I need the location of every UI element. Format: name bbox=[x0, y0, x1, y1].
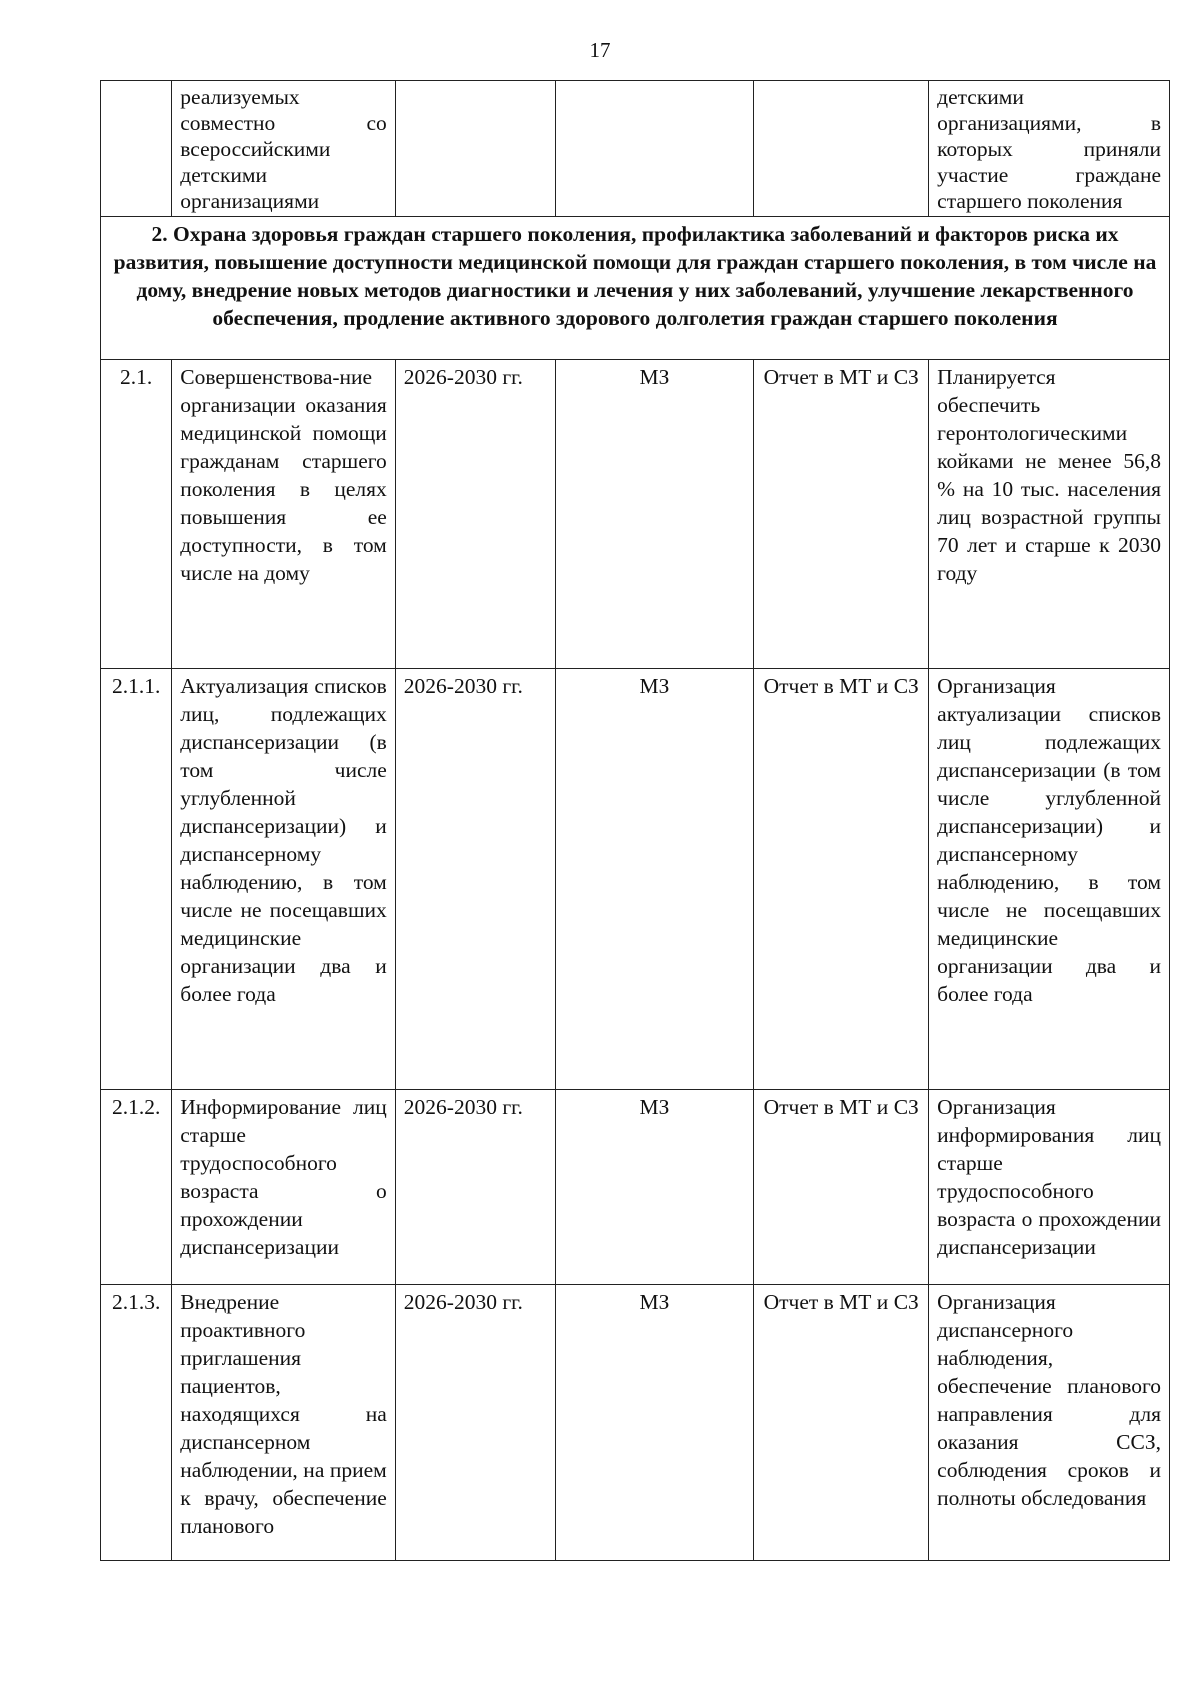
continuation-row bbox=[101, 81, 1170, 217]
result-line: организациями, в bbox=[937, 111, 1161, 135]
cell-result: Организация диспансерного наблюдения, обеспечение планового направления для оказания ССЗ, соблюдения сроков и полноты обследования bbox=[929, 1285, 1170, 1561]
cell-number: 2.1. bbox=[101, 360, 172, 669]
section-header-row bbox=[101, 217, 1170, 360]
cell-activity: Внедрение проактивного приглашения пациентов, находящихся на диспансерном наблюдении, на прием к врачу, обеспечение планового bbox=[172, 1285, 396, 1561]
cell-report: Отчет в МТ и СЗ bbox=[754, 360, 929, 669]
activity-line: детскими bbox=[180, 163, 268, 187]
cell-period: 2026-2030 гг. bbox=[395, 360, 555, 669]
cell-activity: Информирование лиц старше трудоспособного возраста о прохождении диспансеризации bbox=[172, 1090, 396, 1285]
cell-report bbox=[754, 81, 929, 217]
cell-activity: Совершенствова-ние организации оказания медицинской помощи гражданам старшего поколения в целях повышения ее доступности, в том числе на дому bbox=[172, 360, 396, 669]
table-row bbox=[101, 1285, 1170, 1561]
result-line: которых приняли bbox=[937, 137, 1161, 161]
cell-activity: Актуализация списков лиц, подлежащих диспансеризации (в том числе углубленной диспансеризации) и диспансерному наблюдению, в том числе не посещавших медицинские организации два и более года bbox=[172, 669, 396, 1090]
cell-period: 2026-2030 гг. bbox=[395, 1285, 555, 1561]
table-row bbox=[101, 360, 1170, 669]
cell-executor: МЗ bbox=[555, 1285, 754, 1561]
cell-period bbox=[395, 81, 555, 217]
cell-result bbox=[929, 81, 1170, 217]
cell-executor: МЗ bbox=[555, 1090, 754, 1285]
activity-line: всероссийскими bbox=[180, 137, 331, 161]
cell-report: Отчет в МТ и СЗ bbox=[754, 1285, 929, 1561]
cell-result: Организация информирования лиц старше трудоспособного возраста о прохождении диспансеризации bbox=[929, 1090, 1170, 1285]
section-heading: 2. Охрана здоровья граждан старшего поколения, профилактика заболеваний и факторов риска их развития, повышение доступности медицинской помощи для граждан старшего поколения, в том числе на дому, внедрение новых методов диагностики и лечения у них заболеваний, улучшение лекарственного обеспечения, продление активного здорового долголетия граждан старшего поколения bbox=[101, 217, 1170, 360]
cell-number: 2.1.3. bbox=[101, 1285, 172, 1561]
result-line: участие граждане bbox=[937, 163, 1161, 187]
cell-executor bbox=[555, 81, 754, 217]
activity-line: реализуемых bbox=[180, 85, 300, 109]
cell-executor: МЗ bbox=[555, 360, 754, 669]
activity-line: организациями bbox=[180, 189, 320, 213]
cell-number: 2.1.2. bbox=[101, 1090, 172, 1285]
cell-executor: МЗ bbox=[555, 669, 754, 1090]
result-line: старшего поколения bbox=[937, 189, 1123, 213]
cell-result: Организация актуализации списков лиц подлежащих диспансеризации (в том числе углубленной диспансеризации) и диспансерному наблюдению, в том числе не посещавших медицинские организации два и более года bbox=[929, 669, 1170, 1090]
result-line: детскими bbox=[937, 85, 1024, 109]
table-row bbox=[101, 669, 1170, 1090]
cell-number bbox=[101, 81, 172, 217]
cell-period: 2026-2030 гг. bbox=[395, 1090, 555, 1285]
cell-report: Отчет в МТ и СЗ bbox=[754, 1090, 929, 1285]
cell-report: Отчет в МТ и СЗ bbox=[754, 669, 929, 1090]
page-number: 17 bbox=[589, 38, 611, 62]
cell-activity bbox=[172, 81, 396, 217]
cell-number: 2.1.1. bbox=[101, 669, 172, 1090]
activities-table bbox=[100, 80, 1170, 1561]
cell-result: Планируется обеспечить геронтологическими койками не менее 56,8 % на 10 тыс. населения лиц возрастной группы 70 лет и старше к 2030 году bbox=[929, 360, 1170, 669]
activity-line: совместно со bbox=[180, 111, 387, 135]
table-row bbox=[101, 1090, 1170, 1285]
cell-period: 2026-2030 гг. bbox=[395, 669, 555, 1090]
